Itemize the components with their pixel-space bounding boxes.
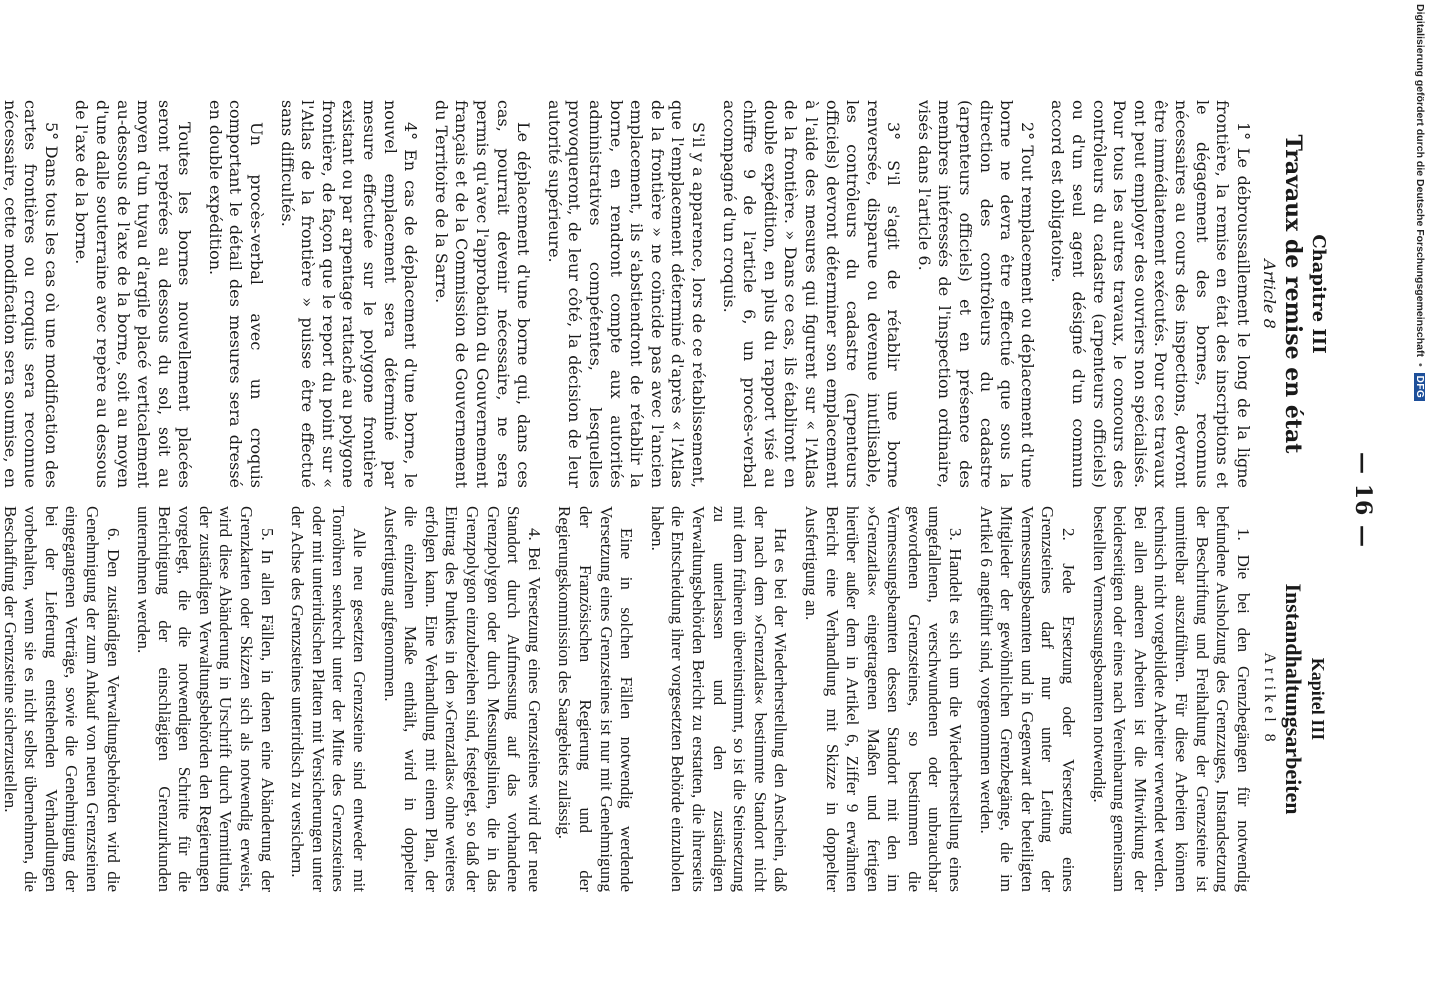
- french-article-heading: Article 8: [1260, 259, 1280, 329]
- german-paragraph: 2. Jede Ersetzung oder Versetzung eines Grenzsteines darf nur unter Leitung der Vermessungsbeamten und in Gegenwart der beteiligten Mitglieder der gewöhnlichen Grenzbegänge, die im Artikel 6 angeführt sind, vorgenommen werden.: [976, 506, 1079, 892]
- german-paragraph: 3. Handelt es sich um die Wiederherstellung eines umgefallenen, verschwundenen oder unbrauchbar gewordenen Grenzsteines, so bestimmen die Vermessungsbeamten dessen Standort mit den im »Grenzatlas« eingetragenen Maßen und fertigen hierüber außer dem in Artikel 6, Ziffer 9 erwähnten Bericht eine Verhandlung mit Skizze in doppelter Ausfertigung an.: [801, 506, 966, 892]
- german-chapter-title: Instandhaltungsarbeiten: [1281, 583, 1307, 815]
- credit-text: Digitalisierung gefördert durch die Deutsche Forschungsgemeinschaft: [1414, 4, 1426, 357]
- credit-separator: •: [1414, 362, 1426, 367]
- french-paragraph: Un procès-verbal avec un croquis comportant le détail des mesures sera dressé en double expédition.: [205, 100, 267, 488]
- french-paragraph: 2° Tout remplacement ou déplacement d'une borne ne devra être effectué que sous la direction des contrôleurs du cadastre (arpenteurs officiels) et en présence des membres intéressés de l'inspection ordinaire, visés dans l'article 6.: [914, 100, 1037, 488]
- french-paragraph: 5° Dans tous les cas où une modification des cartes frontières ou croquis sera reconnue nécessaire, cette modification sera soumise, en: [0, 100, 61, 488]
- french-paragraph: 1° Le débroussaillement le long de la ligne frontière, la remise en état des inscriptions et le dégagement des bornes, reconnus nécessaires au cours des inspections, devront être immédiatement exécutés. Pour ces travaux ont peut employer des ouvriers non spécialisés. Pour tous les autres travaux, le concours des contrôleurs du cadastre (arpenteurs officiels) ou d'un seul agent désigné d'un commun accord est obligatoire.: [1048, 100, 1253, 488]
- german-paragraph: 5. In allen Fällen, in denen eine Abänderung der Grenzkarten oder Skizzen sich als notwendig erweist, wird diese Abänderung in Urschrift durch Vermittlung der zuständigen Verwaltungsbehörden den Regierungen vorgelegt, die die notwendigen Schritte für die Berichtigung der einschlägigen Grenzurkunden unternehmen werden.: [134, 506, 277, 892]
- german-paragraph: 4. Bei Versetzung eines Grenzsteines wird der neue Standort durch Aufmessung auf das vorhandene Grenzpolygon oder durch Messungslinien, die in das Grenzpolygon einzubeziehen sind, festgelegt, so daß der Eintrag des Punktes in den »Grenzatlas« ohne weiteres erfolgen kann. Eine Verhandlung mit einem Plan, der die einzelnen Maße enthält, wird in doppelter Ausfertigung aufgenommen.: [380, 506, 544, 892]
- french-paragraph: S'il y a apparence, lors de ce rétablissement, que l'emplacement déterminé d'après « l'Atlas de la frontière » ne coïncide pas avec l'ancien emplacement, ils s'abstiendront de rétablir la borne, en rendront compte aux autorités administratives compétentes, lesquelles provoqueront, de leur côté, la décision de leur autorité supérieure.: [544, 100, 708, 488]
- digitization-credit: [1404, 0, 1434, 1000]
- german-paragraph: Hat es bei der Wiederherstellung den Anschein, daß der nach dem »Grenzatlas« bestimmte Standort nicht mit dem früheren übereinstimmt, so ist die Steinsetzung zu unterlassen und den zuständigen Verwaltungsbehörden Bericht zu erstatten, die ihrerseits die Entscheidung ihrer vorgesetzten Behörde einzuholen haben.: [647, 506, 791, 892]
- french-chapter-title: Travaux de remise en état: [1280, 134, 1307, 454]
- german-column: [0, 506, 1328, 892]
- french-paragraph: 3° S'il s'agit de rétablir une borne renversée, disparue ou devenue inutilisable, les contrôleurs du cadastre (arpenteurs officiels) devront déterminer son emplacement à l'aide des mesures qui figurent sur « l'Atlas de la frontière. » Dans ce cas, ils établiront en double expédition, en plus du rapport visé au chiffre 9 de l'article 6, un procès-verbal accompagné d'un croquis.: [719, 100, 904, 488]
- french-paragraph: Toutes les bornes nouvellement placées seront repérées au dessous du sol, soit au moyen d'un tuyau d'argile placé verticalement au-dessous de l'axe de la borne, soit au moyen d'une dalle souterraine avec repère au dessous de l'axe de la borne.: [72, 100, 195, 488]
- german-paragraph: Eine in solchen Fällen notwendig werdende Versetzung eines Grenzsteines ist nur mit Genehmigung der Französischen Regierung und der Regierungskommission des Saargebiets zulässig.: [555, 506, 637, 892]
- german-paragraph: 6. Den zuständigen Verwaltungsbehörden wird die Genehmigung der zum Ankauf von neuen Grenzsteinen eingegangenen Verträge, sowie die Genehmigung der bei der Lieferung entstehenden Verhandlungen vorbehalten, wenn sie es nicht selbst übernehmen, die Beschaffung der Grenzsteine sicherzustellen.: [0, 506, 123, 892]
- page-number: — 16 —: [1350, 452, 1376, 548]
- german-article-heading: Artikel 8: [1261, 652, 1279, 746]
- french-column: [0, 100, 1328, 488]
- dfg-logo: DFG: [1415, 373, 1426, 402]
- french-chapter-heading: Chapitre III: [1308, 234, 1329, 354]
- french-paragraph: 4° En cas de déplacement d'une borne, le nouvel emplacement sera déterminé par mesure effectuée sur le polygone frontière existant ou par arpentage rattaché au polygone frontière, de façon que le report du point sur « l'Atlas de la frontière » puisse être effectué sans difficultés.: [277, 100, 421, 488]
- german-paragraph: Alle neu gesetzten Grenzsteine sind entweder mit Tonröhren senkrecht unter der Mitte des Grenzsteines oder mit unterirdischen Platten mit Versicherungen unter der Achse des Grenzsteines unterirdisch zu versichern.: [288, 506, 370, 892]
- french-paragraph: Le déplacement d'une borne qui, dans ces cas, pourrait devenir nécessaire, ne sera permis qu'avec l'approbation du Gouvernement français et de la Commission de Gouvernement du Territoire de la Sarre.: [431, 100, 534, 488]
- german-paragraph: 1. Die bei den Grenzbegängen für notwendig befundene Ausholzung des Grenzzuges, Instandsetzung der Beschriftung und Freihaltung der Grenzsteine ist unmittelbar auszuführen. Für diese Arbeiten können technisch nicht vorgebildete Arbeiter verwendet werden. Bei allen anderen Arbeiten ist die Mitwirkung der beiderseitigen oder eines nach Vereinbarung gemeinsam bestellten Vermessungsbeamten notwendig.: [1089, 506, 1253, 892]
- german-chapter-heading: Kapitel III: [1308, 657, 1328, 741]
